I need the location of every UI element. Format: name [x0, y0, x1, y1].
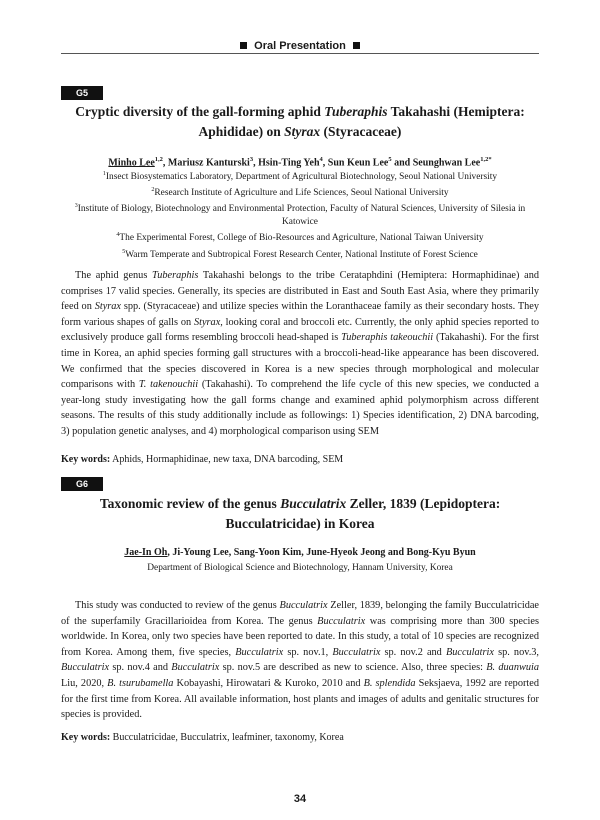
affiliation-line: $^1$Insect Biosystematics Laboratory, Department of Agricultural Biotechnology, Seoul National University	[102, 171, 498, 183]
keywords-line	[61, 731, 539, 745]
first-author: Jae-In Oh	[124, 547, 168, 558]
keywords-label: Key words:	[61, 732, 111, 743]
abstract-title: Cryptic diversity of the gall-forming aphid Tuberaphis Takahashi (Hemiptera: Aphididae) on Styrax (Styracaceae)	[75, 104, 525, 139]
keywords-label: Key words:	[61, 454, 111, 465]
square-bullet-icon	[353, 42, 360, 49]
affiliation-line: $^2$Research Institute of Agriculture and Life Sciences, Seoul National University	[151, 187, 449, 199]
page-number: 34	[293, 793, 307, 805]
author-list: Minho Lee$^{1,2}$, Mariusz Kanturski$^3$, Hsin-Ting Yeh$^4$, Sun Keun Lee$^5$ and Seunghwan Lee$^{1,2*}$	[108, 156, 492, 169]
abstract-body: This study was conducted to review of the genus Bucculatrix Zeller, 1839, belonging the family Bucculatricidae of the superfamily Gracillarioidea from Korea. The genus Bucculatrix was comprising more than 300 species worldwide. In Korea, only two species have been reported to date. In this study, a total of 10 species are recognized from Korea. Among them, five species, Bucculatrix sp. nov.1, Bucculatrix sp. nov.2 and Bucculatrix sp. nov.3, Bucculatrix sp. nov.4 and Bucculatrix sp. nov.5 are described as new to science. Also, three species: B. duanwuia Liu, 2020, B. tsurubamella Kobayashi, Hirowatari & Kuroko, 2010 and B. splendida Seksjaeva, 1992 are reported for the first time from Korea. All available information, host plants and images of adults and genitalic structures for species is provided.	[61, 600, 540, 721]
co-authors: , Ji-Young Lee, Sang-Yoon Kim, June-Hyeok Jeong and Bong-Kyu Byun	[167, 547, 476, 558]
affiliation-line: $^4$The Experimental Forest, College of Bio-Resources and Agriculture, National Taiwan University	[116, 232, 484, 244]
keywords-value: Aphids, Hormaphidinae, new taxa, DNA barcoding, SEM	[112, 454, 344, 465]
affiliation-list	[61, 168, 539, 262]
section-header	[0, 40, 600, 52]
abstract-title: Taxonomic review of the genus Bucculatrix Zeller, 1839 (Lepidoptera: Bucculatricidae) in Korea	[99, 496, 501, 531]
header-divider	[61, 53, 539, 54]
abstract-code-badge: G5	[61, 86, 103, 100]
affiliation-line: $^3$Institute of Biology, Biotechnology and Environmental Protection, Faculty of Natural Sciences, University of Silesia in Katowice	[74, 203, 526, 228]
square-bullet-icon	[240, 42, 247, 49]
abstract-body: The aphid genus Tuberaphis Takahashi belongs to the tribe Cerataphdini (Hemiptera: Hormaphidinae) and comprises 17 valid species. Generally, its species are distributed in East and South East Asia, where they primarily feed on Styrax spp. (Styracaceae) and utilize species within the Loranthaceae family as their secondary hosts. They form various shapes of galls on Styrax, looking coral and broccoli etc. Currently, the only aphid species reported to exclusively produce gall forms resembling broccoli head-shaped is Tuberaphis takeouchii (Takahashi). For the first time in Korea, an aphid species forming gall structures with a broccoli-head-like appearance has been discovered. We confirmed that the species discovered in Korea is a new species through morphological and molecular comparisons with T. takenouchii (Takahashi). To comprehend the life cycle of this new species, we conducted a year-long study investigating how the gall forms change and examined aphid polymorphism across different seasons. The results of this study additionally include as followings: 1) Species identification, 2) DNA barcoding, 3) population genetic analyses, and 4) morphological comparison using SEM	[61, 270, 539, 437]
affiliation-line: $^5$Warm Temperate and Subtropical Forest Research Center, National Institute of Forest Science	[122, 248, 478, 260]
affiliation-line: Department of Biological Science and Biotechnology, Hannam University, Korea	[147, 563, 453, 573]
section-header-label: Oral Presentation	[254, 40, 346, 52]
author-list	[61, 546, 539, 560]
abstract-code-badge: G6	[61, 477, 103, 491]
keywords-value: Bucculatricidae, Bucculatrix, leafminer, taxonomy, Korea	[112, 732, 344, 743]
keywords-line	[61, 453, 539, 467]
